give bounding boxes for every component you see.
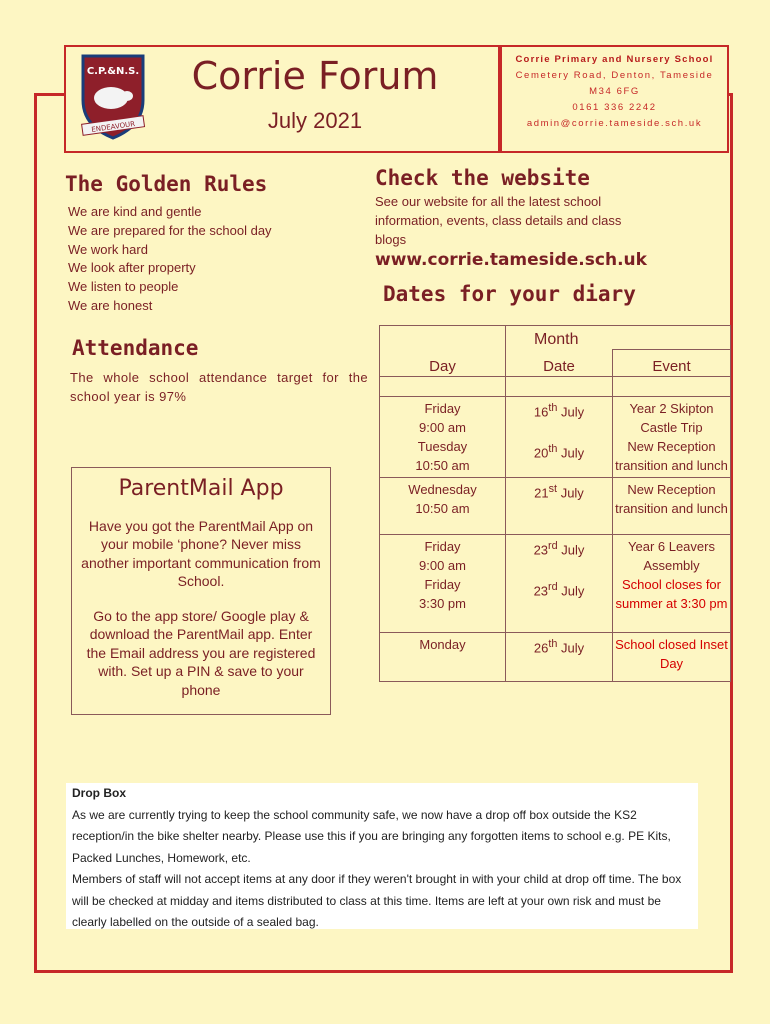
- date-number: 20: [533, 445, 549, 461]
- parentmail-box: [71, 467, 331, 715]
- col-header-day: Day: [380, 350, 506, 377]
- date-number: 23: [533, 583, 549, 599]
- day-name: Monday: [419, 637, 466, 652]
- event-text-highlight: School closed Inset Day: [615, 637, 728, 671]
- diary-date: [506, 633, 613, 682]
- drop-box-para-1: As we are currently trying to keep the school community safe, we now have a drop off box outside the KS2 reception/in the bike shelter nearby. Please use this if you are bringing any forgotten items to school e.g. PE Kits, Packed Lunches, Homework, etc.: [72, 807, 671, 865]
- logo-initials: C.P.&N.S.: [86, 66, 140, 77]
- day-name: Wednesday: [408, 482, 477, 497]
- school-email: admin@corrie.tameside.sch.uk: [526, 118, 703, 129]
- diary-day: [380, 633, 506, 682]
- date-suffix: th: [548, 443, 558, 456]
- diary-day: [380, 478, 506, 535]
- day-time: 10:50 am: [415, 458, 470, 473]
- rule-item: We look after property: [68, 260, 196, 276]
- day-name: Tuesday: [417, 439, 468, 454]
- event-text: Year 2 Skipton Castle Trip: [629, 401, 714, 435]
- date-text: [508, 537, 610, 559]
- drop-box-heading: Drop Box: [72, 786, 126, 800]
- diary-day: [380, 397, 506, 478]
- page-title: Corrie Forum: [191, 54, 439, 98]
- diary-event: [613, 397, 731, 478]
- date-number: 23: [533, 542, 549, 558]
- event-text: Year 6 Leavers Assembly: [628, 539, 715, 573]
- golden-rules-list: [68, 203, 272, 316]
- date-month: July: [557, 445, 585, 461]
- date-number: 26: [533, 640, 549, 656]
- event-text-highlight: School closes for summer at 3:30 pm: [615, 577, 728, 611]
- website-heading: Check the website: [375, 166, 590, 190]
- diary-table: [379, 325, 731, 682]
- date-suffix: rd: [548, 581, 558, 594]
- empty-cell: [380, 377, 506, 397]
- website-link[interactable]: www.corrie.tameside.sch.uk: [375, 250, 647, 270]
- rule-item: We are honest: [68, 297, 153, 313]
- date-number: 16: [533, 404, 549, 420]
- date-month: July: [557, 404, 585, 420]
- day-name: Friday: [424, 539, 461, 554]
- school-postcode: M34 6FG: [589, 86, 640, 97]
- date-month: July: [557, 485, 584, 501]
- date-text: [508, 635, 610, 657]
- school-crest-logo: [79, 52, 147, 142]
- rule-item: We are prepared for the school day: [68, 222, 272, 238]
- date-month: July: [557, 583, 585, 599]
- empty-cell: [613, 377, 731, 397]
- date-month: July: [557, 542, 585, 558]
- rule-item: We work hard: [68, 241, 148, 257]
- rule-item: We are kind and gentle: [68, 204, 202, 219]
- date-text: [508, 480, 610, 502]
- school-address: Cemetery Road, Denton, Tameside: [515, 70, 714, 81]
- drop-box-para-2: Members of staff will not accept items at any door if they weren't brought in with your child at drop off time. The box will be checked at midday and items distributed to class at this time. Items are left at your own risk and must be clearly labelled on the outside of a sealed bag.: [72, 872, 682, 929]
- diary-event: [613, 478, 731, 535]
- diary-heading: Dates for your diary: [383, 282, 636, 306]
- day-name: Friday: [424, 577, 461, 592]
- col-header-event: Event: [613, 350, 731, 377]
- diary-date: [506, 535, 613, 633]
- empty-cell: [506, 377, 613, 397]
- golden-rules-heading: The Golden Rules: [65, 172, 268, 196]
- month-header: Month: [506, 326, 731, 350]
- issue-date: July 2021: [267, 108, 363, 133]
- diary-event: [613, 633, 731, 682]
- date-suffix: th: [548, 402, 558, 414]
- diary-event: [613, 535, 731, 633]
- day-name: Friday: [424, 401, 461, 416]
- diary-corner-cell: [380, 326, 506, 350]
- date-number: 21: [534, 485, 549, 501]
- day-time: 9:00 am: [419, 558, 466, 573]
- attendance-text: The whole school attendance target for the school year is 97%: [70, 370, 368, 404]
- diary-day: [380, 535, 506, 633]
- attendance-heading: Attendance: [72, 336, 199, 360]
- col-header-date: Date: [506, 350, 613, 377]
- date-suffix: th: [548, 638, 558, 650]
- logo-motto: ENDEAVOUR: [90, 119, 136, 135]
- event-text: New Reception transition and lunch: [615, 439, 728, 473]
- website-text: See our website for all the latest school information, events, class details and class blogs: [375, 194, 622, 247]
- parentmail-instructions: Go to the app store/ Google play & download the ParentMail app. Enter the Email address you are registered with. Set up a PIN & save to your phone: [86, 607, 316, 698]
- day-time: 10:50 am: [415, 501, 470, 516]
- date-suffix: st: [548, 483, 558, 495]
- diary-date: [506, 478, 613, 535]
- event-text: New Reception transition and lunch: [615, 482, 728, 516]
- parentmail-intro: Have you got the ParentMail App on your mobile ‘phone? Never miss another important communication from School.: [81, 517, 321, 589]
- contact-box: [500, 45, 729, 153]
- date-month: July: [557, 640, 585, 656]
- school-phone: 0161 336 2242: [572, 102, 657, 113]
- date-suffix: rd: [548, 540, 558, 552]
- diary-date: [506, 397, 613, 478]
- parentmail-heading: ParentMail App: [118, 476, 284, 501]
- drop-box-notice: [66, 783, 698, 929]
- day-time: 9:00 am: [419, 420, 466, 435]
- date-text: [508, 399, 610, 421]
- date-text: [508, 440, 610, 462]
- date-text: [508, 578, 610, 600]
- day-time: 3:30 pm: [419, 596, 466, 611]
- school-name: Corrie Primary and Nursery School: [515, 54, 714, 65]
- rule-item: We listen to people: [68, 279, 179, 295]
